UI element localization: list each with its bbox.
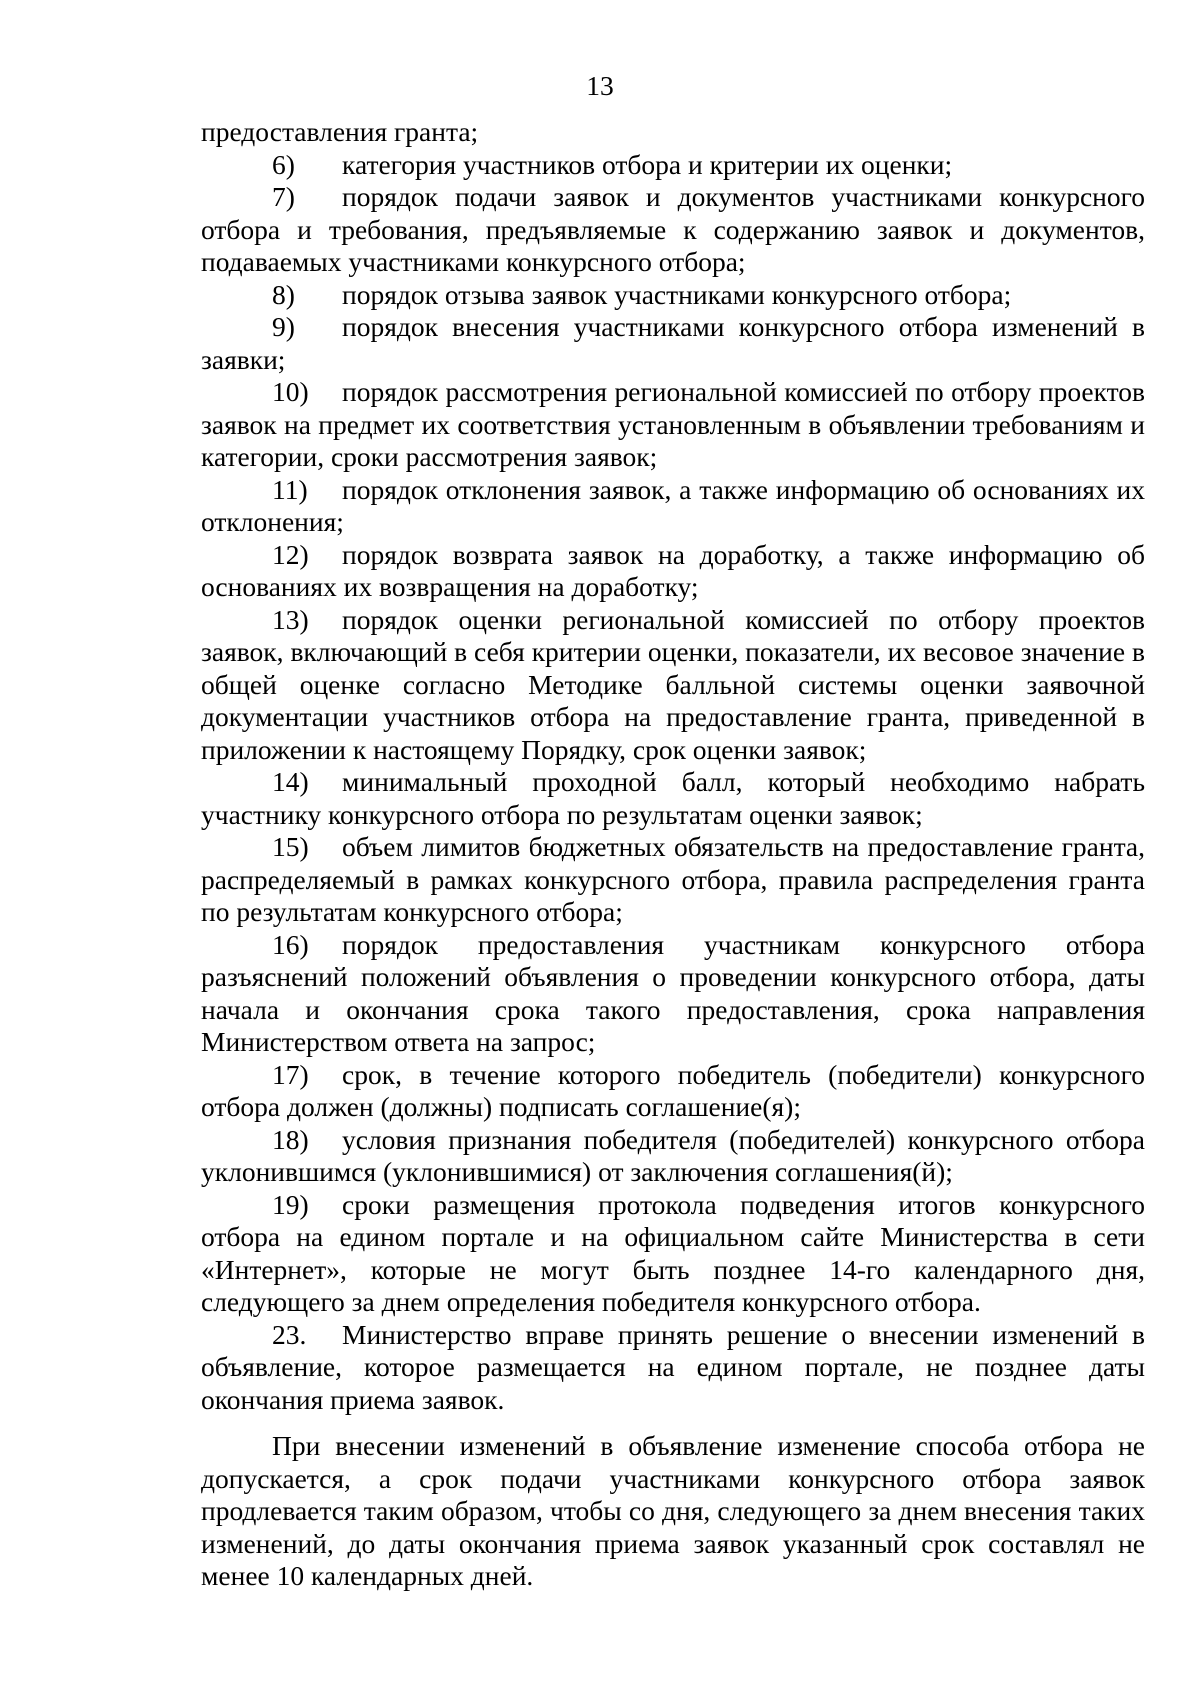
item-text: порядок подачи заявок и документов участниками конкурсного отбора и требования, предъявляемые к содержанию заявок и документов, подаваемых участниками конкурсного отбора;	[201, 181, 1145, 277]
item-text: срок, в течение которого победитель (победители) конкурсного отбора должен (должны) подписать соглашение(я);	[201, 1058, 1145, 1122]
list-item	[201, 929, 1145, 1059]
paragraph-number: 23.	[272, 1318, 307, 1350]
item-number: 19)	[272, 1188, 309, 1220]
item-number: 6)	[272, 148, 295, 180]
document-body	[201, 116, 1145, 1593]
item-text: порядок возврата заявок на доработку, а также информацию об основаниях их возвращения на доработку;	[201, 538, 1145, 602]
list-item	[201, 539, 1145, 604]
item-text: порядок отзыва заявок участниками конкурсного отбора;	[342, 278, 1012, 310]
item-number: 17)	[272, 1058, 309, 1090]
list-item	[201, 149, 1145, 182]
list-item	[201, 311, 1145, 376]
numbered-paragraph	[201, 1319, 1145, 1417]
item-text: объем лимитов бюджетных обязательств на предоставление гранта, распределяемый в рамках конкурсного отбора, правила распределения гранта по результатам конкурсного отбора;	[201, 831, 1145, 927]
item-number: 8)	[272, 278, 295, 310]
item-text: категория участников отбора и критерии их оценки;	[342, 148, 953, 180]
list-item	[201, 376, 1145, 474]
item-text: порядок оценки региональной комиссией по отбору проектов заявок, включающий в себя критерии оценки, показатели, их весовое значение в общей оценке согласно Методике балльной системы оценки заявочной документации участников отбора на предоставление гранта, приведенной в приложении к настоящему Порядку, срок оценки заявок;	[201, 603, 1145, 765]
item-number: 11)	[272, 473, 308, 505]
item-number: 15)	[272, 831, 309, 862]
list-item	[201, 1124, 1145, 1189]
final-paragraph: При внесении изменений в объявление изменение способа отбора не допускается, а срок подачи участниками конкурсного отбора заявок продлевается таким образом, чтобы со дня, следующего за днем внесения таких изменений, до даты окончания приема заявок указанный срок составлял не менее 10 календарных дней.	[201, 1430, 1145, 1591]
item-text: порядок рассмотрения региональной комиссией по отбору проектов заявок на предмет их соответствия установленным в объявлении требованиям и категории, сроки рассмотрения заявок;	[201, 376, 1145, 472]
item-text: сроки размещения протокола подведения итогов конкурсного отбора на едином портале и на официальном сайте Министерства в сети «Интернет», которые не могут быть позднее 14-го календарного дня, следующего за днем определения победителя конкурсного отбора.	[201, 1188, 1145, 1317]
list-item	[201, 604, 1145, 767]
page-number: 13	[586, 70, 614, 101]
list-item	[201, 1189, 1145, 1319]
item-number: 16)	[272, 928, 309, 960]
item-number: 14)	[272, 766, 309, 797]
item-number: 18)	[272, 1123, 309, 1155]
item-number: 7)	[272, 181, 295, 212]
item-text: условия признания победителя (победителей) конкурсного отбора уклонившимся (уклонившимися) от заключения соглашения(й);	[201, 1123, 1145, 1187]
item-text: порядок предоставления участникам конкурсного отбора разъяснений положений объявления о проведении конкурсного отбора, даты начала и окончания срока такого предоставления, срока направления Министерством ответа на запрос;	[201, 928, 1145, 1057]
list-item	[201, 766, 1145, 831]
list-item	[201, 181, 1145, 279]
list-item	[201, 1059, 1145, 1124]
continuation-text: предоставления гранта;	[201, 116, 479, 147]
paragraph-text: Министерство вправе принять решение о внесении изменений в объявление, которое размещается на едином портале, не позднее даты окончания приема заявок.	[201, 1318, 1145, 1415]
list-item	[201, 474, 1145, 539]
item-number: 9)	[272, 311, 295, 342]
item-text: минимальный проходной балл, который необходимо набрать участнику конкурсного отбора по результатам оценки заявок;	[201, 766, 1145, 830]
item-text: порядок внесения участниками конкурсного отбора изменений в заявки;	[201, 311, 1145, 375]
item-number: 10)	[272, 376, 309, 407]
item-text: порядок отклонения заявок, а также информацию об основаниях их отклонения;	[201, 473, 1145, 537]
item-number: 12)	[272, 538, 309, 570]
item-number: 13)	[272, 603, 309, 635]
list-item	[201, 279, 1145, 312]
list-item	[201, 831, 1145, 929]
